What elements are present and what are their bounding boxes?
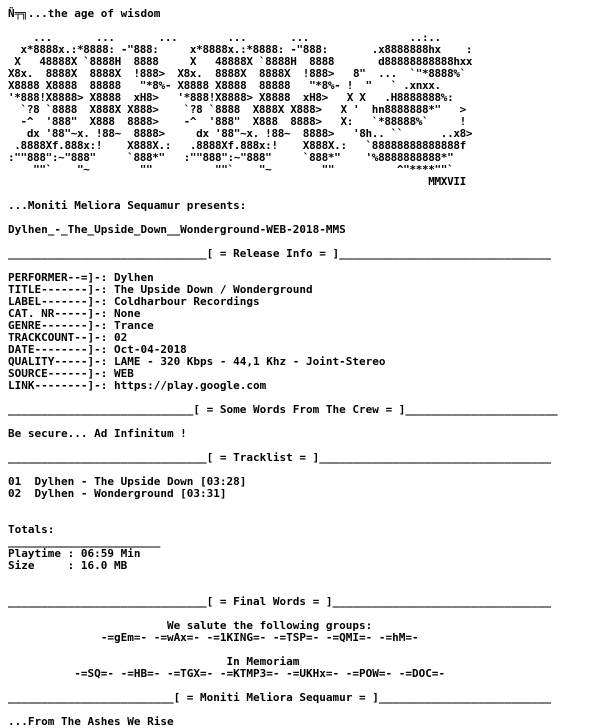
ascii-art-line: ... ... ... ... ... ..:..: [8, 31, 441, 44]
ascii-art-line: :""888":~"888" `888*" :""888":~"888" `888*" '%8888888888*": [8, 151, 454, 164]
info-field-cat-nr: CAT. NR-----]-: None: [8, 307, 141, 320]
info-field-quality: QUALITY-----]-: LAME - 320 Kbps - 44,1 Khz - Joint-Stereo: [8, 355, 386, 368]
track-row: 01 Dylhen - The Upside Down [03:28]: [8, 475, 247, 488]
section-header-crew-words: ____________________________[ = Some Words From The Crew = ]_______________________: [8, 403, 558, 416]
totals-label: Totals:: [8, 523, 55, 536]
ascii-art-line: X8888 X8888 88888 "*8%- X8888 X8888 88888 "*8%- ! " ` .xnxx.: [8, 79, 441, 92]
info-field-link: LINK--------]-: https://play.google.com: [8, 379, 267, 392]
totals-playtime: Playtime : 06:59 Min: [8, 547, 141, 560]
track-row: 02 Dylhen - Wonderground [03:31]: [8, 487, 227, 500]
ascii-art-line: '*888!X8888> X8888 xH8> '*888!X8888> X8888 xH8> X X .H8888888%:: [8, 91, 454, 104]
info-field-source: SOURCE------]-: WEB: [8, 367, 134, 380]
ascii-art-line: X 48888X `8888H 8888 X 48888X `8888H 8888 d88888888888hxx: [8, 55, 473, 68]
ascii-art-line: X8x. 8888X 8888X !888> X8x. 8888X 8888X !888> 8" ... `"*8888%`: [8, 67, 466, 80]
ascii-art-line: .8888Xf.888x:! X888X.: .8888Xf.888x:! X888X.: `88888888888888f: [8, 139, 466, 152]
presents-line: ...Moniti Meliora Sequamur presents:: [8, 199, 247, 212]
intro-line: Ñ╤╗...the age of wisdom: [8, 7, 161, 20]
memoriam-title: In Memoriam: [8, 655, 300, 668]
info-field-date: DATE--------]-: Oct-04-2018: [8, 343, 187, 356]
section-header-footer: _________________________[ = Moniti Meliora Sequamur = ]__________________________: [8, 691, 552, 704]
totals-size: Size : 16.0 MB: [8, 559, 128, 572]
memoriam-groups: -=SQ=- -=HB=- -=TGX=- -=KTMP3=- -=UKHx=- -=POW=- -=DOC=-: [8, 667, 446, 680]
info-field-genre: GENRE-------]-: Trance: [8, 319, 154, 332]
crew-words-text: Be secure... Ad Infinitum !: [8, 427, 187, 440]
ascii-art-line: x*8888x.:*8888: -"888: x*8888x.:*8888: -"888: .x8888888hx :: [8, 43, 473, 56]
section-header-release-info: ______________________________[ = Release Info = ]________________________________: [8, 247, 552, 260]
totals-underline: _______________________: [8, 535, 161, 548]
release-name: Dylhen_-_The_Upside_Down__Wonderground-WEB-2018-MMS: [8, 223, 346, 236]
section-header-final-words: ______________________________[ = Final Words = ]_________________________________: [8, 595, 552, 608]
info-field-label: LABEL-------]-: Coldharbour Recordings: [8, 295, 260, 308]
salute-line: We salute the following groups:: [8, 619, 373, 632]
salute-groups: -=gEm=- -=wAx=- -=1KING=- -=TSP=- -=QMI=- -=hM=-: [8, 631, 419, 644]
ascii-art-year: MMXVII: [8, 175, 466, 188]
info-field-performer: PERFORMER--=]-: Dylhen: [8, 271, 154, 284]
info-field-trackcount: TRACKCOUNT--]-: 02: [8, 331, 128, 344]
ascii-art-line: `?8 `8888 X888X X888> `?8 `8888 X888X X888> X ' hn8888888*" >: [8, 103, 466, 116]
section-header-tracklist: ______________________________[ = Tracklist = ]___________________________________: [8, 451, 552, 464]
info-field-title: TITLE-------]-: The Upside Down / Wonderground: [8, 283, 313, 296]
ascii-logo: [8, 32, 592, 188]
outro-line: ...From The Ashes We Rise: [8, 715, 174, 728]
ascii-art-line: ""` "~ "" ""` "~ "" ^"****""`: [8, 163, 454, 176]
ascii-art-line: -^ '888" X888 8888> -^ '888" X888 8888> X: `*88888%` !: [8, 115, 466, 128]
ascii-art-line: dx '88"~x. !88~ 8888> dx '88"~x. !88~ 8888> '8h.. `` ..x8>: [8, 127, 473, 140]
